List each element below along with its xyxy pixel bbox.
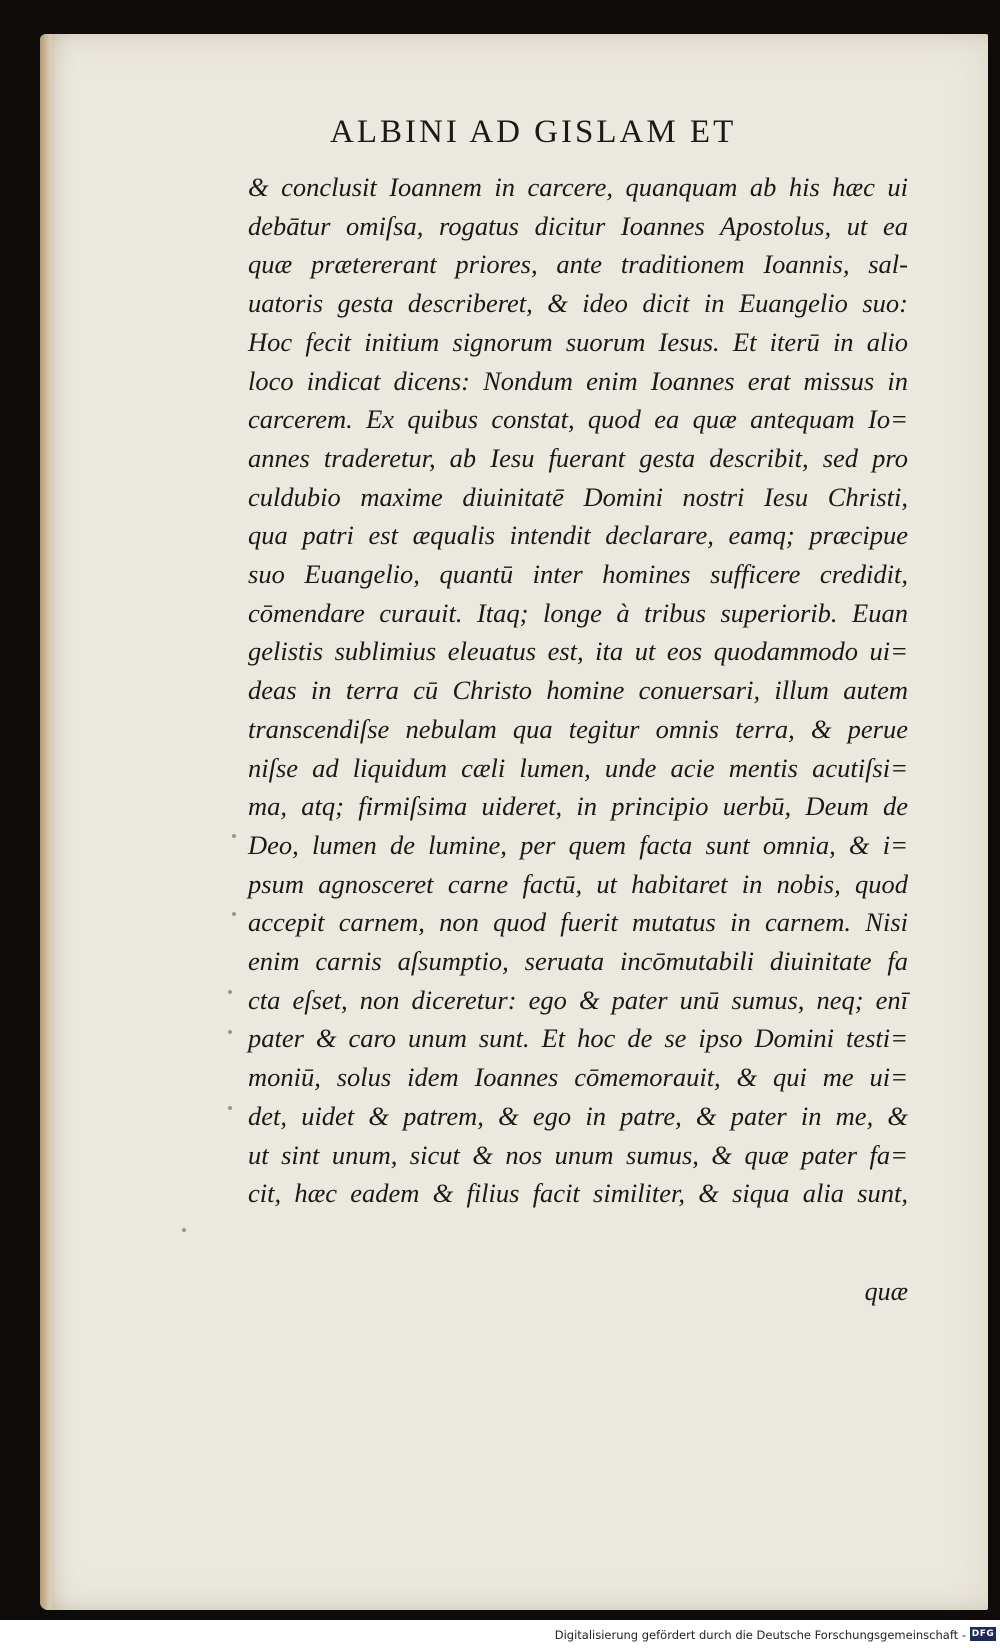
- text-line: suo Euangelio, quantū inter homines sufficere credidit,: [248, 559, 908, 590]
- text-line: quæ prætererant priores, ante traditionem Ioannis, sal-: [248, 249, 908, 280]
- text-line: ut sint unum, sicut & nos unum sumus, & quæ pater fa=: [248, 1139, 908, 1170]
- text-line: qua patri est æqualis intendit declarare, eamq; præcipue: [248, 520, 908, 551]
- running-head: ALBINI AD GISLAM ET: [330, 114, 737, 150]
- text-line: culdubio maxime diuinitatē Domini nostri Iesu Christi,: [248, 481, 908, 512]
- dfg-logo: DFG: [971, 1629, 995, 1639]
- page-edge-shadow: [40, 34, 54, 1610]
- text-line: gelistis sublimius eleuatus est, ita ut eos quodammodo ui=: [248, 636, 908, 667]
- text-line: carcerem. Ex quibus constat, quod ea quæ antequam Io=: [248, 404, 908, 435]
- text-line: transcendiſse nebulam qua tegitur omnis terra, & perue: [248, 713, 908, 744]
- text-line: psum agnosceret carne factū, ut habitaret in nobis, quod: [248, 868, 908, 899]
- text-line: pater & caro unum sunt. Et hoc de se ipso Domini testi=: [248, 1023, 908, 1054]
- text-line: moniū, solus idem Ioannes cōmemorauit, & qui me ui=: [248, 1062, 908, 1093]
- margin-mark: [232, 912, 236, 916]
- text-line: uatoris gesta describeret, & ideo dicit in Euangelio suo:: [248, 288, 908, 319]
- margin-mark: [228, 1030, 232, 1034]
- text-line: debātur omiſsa, rogatus dicitur Ioannes Apostolus, ut ea: [248, 210, 908, 241]
- catchword: quæ: [864, 1277, 908, 1306]
- text-line: cōmendare curauit. Itaq; longe à tribus superiorib. Euan: [248, 597, 908, 628]
- text-line: ma, atq; firmiſsima uideret, in principio uerbū, Deum de: [248, 791, 908, 822]
- text-line: loco indicat dicens: Nondum enim Ioannes erat missus in: [248, 365, 908, 396]
- text-line: accepit carnem, non quod fuerit mutatus in carnem. Nisi: [248, 907, 908, 938]
- text-line: & conclusit Ioannem in carcere, quanquam ab his hæc ui: [248, 172, 908, 202]
- text-line: Deo, lumen de lumine, per quem facta sunt omnia, & i=: [248, 829, 908, 860]
- text-line: cit, hæc eadem & filius facit similiter, & siqua alia sunt,: [248, 1178, 908, 1209]
- text-line: deas in terra cū Christo homine conuersari, illum autem: [248, 675, 908, 706]
- margin-mark: [182, 1228, 186, 1232]
- text-line: det, uidet & patrem, & ego in patre, & pater in me, &: [248, 1100, 908, 1131]
- text-line: cta eſset, non diceretur: ego & pater unū sumus, neq; enī: [248, 984, 908, 1015]
- funding-credit: Digitalisierung gefördert durch die Deutsche Forschungsgemeinschaft -: [554, 1628, 966, 1642]
- body-text: [248, 168, 908, 1213]
- margin-mark: [228, 990, 232, 994]
- text-line: niſse ad liquidum cæli lumen, unde acie mentis acutiſsi=: [248, 752, 908, 783]
- text-line: Hoc fecit initium signorum suorum Iesus. Et iterū in alio: [248, 326, 908, 357]
- text-line: enim carnis aſsumptio, seruata incōmutabili diuinitate fa: [248, 946, 908, 977]
- margin-mark: [228, 1106, 232, 1110]
- text-line: annes traderetur, ab Iesu fuerant gesta describit, sed pro: [248, 442, 908, 473]
- margin-mark: [232, 834, 236, 838]
